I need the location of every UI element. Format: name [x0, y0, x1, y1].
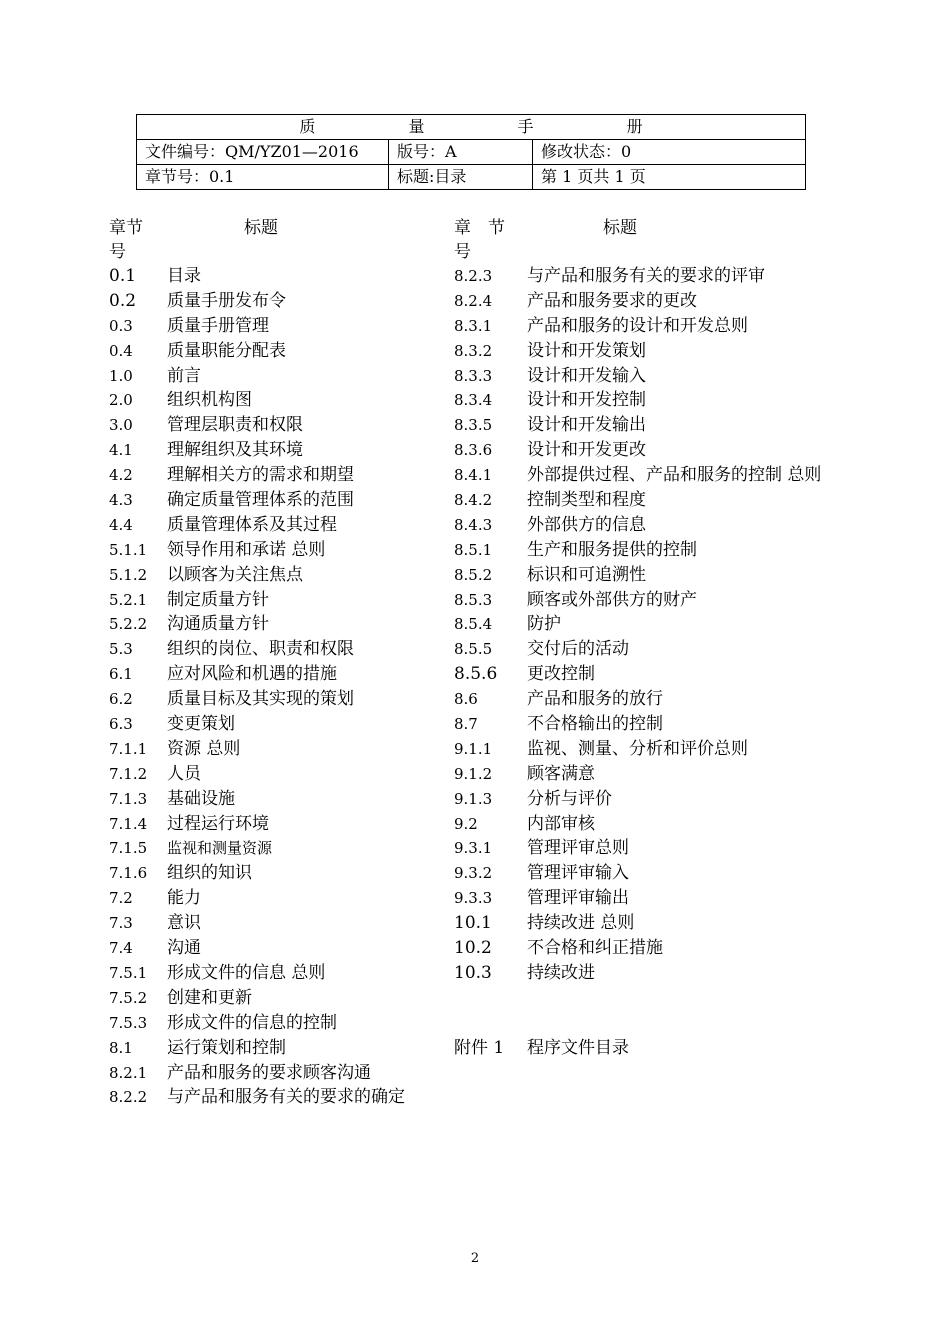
toc-entry-title: 人员 [167, 763, 201, 784]
toc-entry [109, 289, 449, 314]
toc-entry-title: 组织的岗位、职责和权限 [167, 639, 354, 660]
toc-right-list [454, 264, 874, 986]
toc-entry-title: 不合格和纠正措施 [527, 938, 663, 959]
toc-entry [109, 1061, 449, 1086]
toc-entry-title: 目录 [167, 266, 201, 286]
toc-entry-number: 8.3.4 [454, 391, 493, 410]
toc-entry [109, 463, 449, 488]
toc-entry [454, 388, 874, 413]
toc-entry-title: 标识和可追溯性 [527, 564, 646, 585]
toc-entry [454, 513, 874, 538]
toc-entry-number: 9.1.2 [454, 764, 493, 783]
toc-entry-title: 顾客满意 [527, 763, 595, 784]
toc-entry-number: 0.2 [109, 290, 137, 311]
toc-entry [454, 762, 874, 787]
toc-entry-title: 设计和开发输入 [527, 365, 646, 386]
toc-entry-title: 能力 [167, 888, 201, 909]
header-table [136, 114, 806, 190]
appendix-row [454, 1036, 874, 1061]
toc-entry [109, 687, 449, 712]
toc-entry-title: 外部提供过程、产品和服务的控制 总则 [527, 465, 822, 486]
toc-left-column [109, 214, 449, 1110]
toc-entry-title: 设计和开发输出 [527, 415, 646, 436]
toc-entry-title: 管理评审输出 [527, 888, 629, 909]
toc-entry-number: 1.0 [109, 366, 133, 385]
toc-entry [454, 886, 874, 911]
toc-entry-title: 领导作用和承诺 总则 [167, 539, 326, 560]
toc-entry-number: 8.3.6 [454, 441, 493, 460]
toc-entry [109, 438, 449, 463]
toc-entry-number: 5.3 [109, 640, 133, 659]
toc-entry-number: 8.6 [454, 690, 478, 709]
toc-entry [109, 737, 449, 762]
toc-entry [109, 413, 449, 438]
left-num-header: 章节 号 [109, 218, 143, 262]
toc-entry-title: 组织的知识 [167, 863, 252, 884]
toc-entry-number: 7.1.1 [109, 739, 148, 758]
toc-right-column [454, 214, 874, 1061]
toc-entry-title: 管理评审输入 [527, 863, 629, 884]
toc-entry-title: 监视、测量、分析和评价总则 [527, 738, 748, 759]
toc-entry [109, 588, 449, 613]
toc-entry-title: 更改控制 [527, 664, 595, 685]
toc-entry-title: 顾客或外部供方的财产 [527, 589, 697, 610]
toc-entry-number: 8.5.2 [454, 565, 493, 584]
toc-entry-number: 8.7 [454, 715, 478, 734]
toc-entry-title: 组织机构图 [167, 390, 252, 411]
manual-title: 质 量 手 册 [137, 115, 806, 140]
toc-entry [454, 289, 874, 314]
appendix-title: 程序文件目录 [527, 1037, 629, 1058]
toc-entry-title: 过程运行环境 [167, 813, 269, 834]
toc-entry [454, 662, 874, 687]
toc-entry-number: 9.1.1 [454, 739, 493, 758]
toc-entry-title: 质量管理体系及其过程 [167, 514, 337, 535]
toc-entry-title: 形成文件的信息 总则 [167, 962, 326, 983]
toc-entry-title: 内部审核 [527, 813, 595, 834]
toc-entry-title: 设计和开发更改 [527, 440, 646, 461]
toc-entry-number: 7.4 [109, 939, 133, 958]
toc-entry-title: 质量手册管理 [167, 315, 269, 336]
right-num-header: 章 节 号 [454, 218, 505, 262]
toc-entry-number: 7.1.5 [109, 839, 148, 858]
toc-entry-number: 8.3.2 [454, 341, 493, 360]
toc-entry-number: 7.1.4 [109, 814, 148, 833]
toc-entry [109, 538, 449, 563]
toc-entry [109, 314, 449, 339]
toc-entry-number: 9.3.1 [454, 839, 493, 858]
toc-entry-title: 制定质量方针 [167, 589, 269, 610]
page-count: 第 1 页共 1 页 [533, 165, 806, 190]
toc-entry-title: 质量手册发布令 [167, 290, 286, 311]
toc-entry-title: 沟通质量方针 [167, 614, 269, 635]
toc-entry-title: 理解相关方的需求和期望 [167, 465, 354, 486]
toc-entry [109, 662, 449, 687]
toc-entry [454, 836, 874, 861]
toc-entry [454, 687, 874, 712]
toc-entry-number: 8.4.3 [454, 515, 493, 534]
toc-entry-title: 监视和测量资源 [167, 839, 273, 858]
toc-entry-number: 10.2 [454, 938, 492, 959]
toc-entry-title: 质量职能分配表 [167, 340, 286, 361]
toc-entry [109, 836, 449, 861]
toc-entry [454, 463, 874, 488]
toc-entry-number: 6.1 [109, 665, 133, 684]
toc-entry-title: 设计和开发控制 [527, 390, 646, 411]
toc-entry-number: 7.2 [109, 889, 133, 908]
toc-entry-title: 产品和服务的要求顾客沟通 [167, 1062, 371, 1083]
toc-entry-number: 8.5.4 [454, 615, 493, 634]
toc-entry-number: 4.2 [109, 466, 133, 485]
toc-left-header [109, 214, 449, 264]
toc-entry-title: 管理层职责和权限 [167, 415, 303, 436]
toc-entry [454, 861, 874, 886]
toc-entry-number: 10.3 [454, 962, 492, 983]
toc-entry-title: 不合格输出的控制 [527, 714, 663, 735]
toc-entry [109, 986, 449, 1011]
toc-entry-title: 产品和服务的放行 [527, 689, 663, 710]
toc-entry [109, 563, 449, 588]
toc-entry-number: 5.1.1 [109, 540, 148, 559]
toc-entry [454, 413, 874, 438]
toc-entry-title: 确定质量管理体系的范围 [167, 490, 354, 511]
toc-entry [109, 612, 449, 637]
toc-entry [454, 787, 874, 812]
toc-entry-title: 理解组织及其环境 [167, 440, 303, 461]
toc-entry-number: 8.3.5 [454, 416, 493, 435]
toc-entry-number: 0.3 [109, 316, 133, 335]
toc-entry-number: 8.5.1 [454, 540, 493, 559]
toc-entry-title: 控制类型和程度 [527, 490, 646, 511]
toc-entry-number: 5.2.1 [109, 590, 148, 609]
toc-entry [109, 936, 449, 961]
toc-entry-number: 0.1 [109, 266, 137, 286]
toc-entry-title: 资源 总则 [167, 738, 241, 759]
toc-left-list [109, 264, 449, 1110]
toc-entry-number: 8.3.3 [454, 366, 493, 385]
toc-entry-title: 产品和服务的设计和开发总则 [527, 315, 748, 336]
toc-entry-title: 运行策划和控制 [167, 1037, 286, 1058]
chapter-number: 章节号：0.1 [137, 165, 389, 190]
toc-entry-number: 2.0 [109, 391, 133, 410]
subject: 标题:目录 [389, 165, 533, 190]
toc-entry-number: 8.4.1 [454, 466, 493, 485]
toc-entry-number: 8.2.2 [109, 1088, 148, 1107]
toc-entry [454, 339, 874, 364]
toc-entry-number: 4.4 [109, 515, 133, 534]
toc-entry-number: 7.5.3 [109, 1013, 148, 1032]
toc-entry [109, 488, 449, 513]
toc-entry-title: 与产品和服务有关的要求的评审 [527, 266, 765, 286]
toc-entry-title: 质量目标及其实现的策划 [167, 689, 354, 710]
toc-entry-number: 8.5.6 [454, 664, 498, 685]
toc-entry [109, 911, 449, 936]
toc-entry-number: 8.2.4 [454, 291, 493, 310]
toc-entry-number: 5.2.2 [109, 615, 148, 634]
toc-entry [109, 388, 449, 413]
toc-entry-title: 前言 [167, 365, 201, 386]
toc-entry [109, 637, 449, 662]
toc-entry-number: 7.1.3 [109, 789, 148, 808]
toc-right-header [454, 214, 874, 264]
toc-entry-title: 设计和开发策划 [527, 340, 646, 361]
page-number: 2 [470, 1251, 480, 1266]
version: 版号：A [389, 140, 533, 165]
toc-entry [454, 637, 874, 662]
toc-entry [109, 513, 449, 538]
toc-entry-number: 9.3.3 [454, 889, 493, 908]
toc-entry [454, 264, 874, 289]
doc-number: 文件编号：QM/YZ01—2016 [137, 140, 389, 165]
toc-entry [109, 339, 449, 364]
toc-entry-number: 7.3 [109, 914, 133, 933]
toc-entry-number: 5.1.2 [109, 565, 148, 584]
toc-entry-number: 10.1 [454, 913, 492, 934]
toc-entry [454, 961, 874, 986]
toc-entry-title: 与产品和服务有关的要求的确定 [167, 1087, 405, 1108]
toc-entry-number: 8.4.2 [454, 491, 493, 510]
toc-entry [109, 1011, 449, 1036]
toc-entry-number: 7.5.1 [109, 963, 148, 982]
toc-entry-number: 4.1 [109, 441, 133, 460]
toc-entry [109, 712, 449, 737]
toc-entry [109, 1036, 449, 1061]
toc-entry [454, 364, 874, 389]
toc-entry [109, 961, 449, 986]
toc-entry [454, 936, 874, 961]
left-title-header: 标题 [244, 218, 278, 238]
toc-entry [454, 538, 874, 563]
toc-entry-number: 8.2.1 [109, 1063, 148, 1082]
toc-entry-title: 分析与评价 [527, 788, 612, 809]
toc-entry-number: 9.3.2 [454, 864, 493, 883]
toc-entry [109, 264, 449, 289]
toc-entry-title: 应对风险和机遇的措施 [167, 664, 337, 685]
toc-entry [454, 737, 874, 762]
toc-entry [109, 762, 449, 787]
toc-entry-title: 防护 [527, 614, 561, 635]
toc-entry-number: 7.5.2 [109, 988, 148, 1007]
toc-entry-number: 8.1 [109, 1038, 133, 1057]
toc-entry [109, 787, 449, 812]
toc-entry-title: 持续改进 总则 [527, 913, 635, 934]
toc-entry-number: 3.0 [109, 416, 133, 435]
toc-entry [454, 812, 874, 837]
toc-entry-title: 持续改进 [527, 962, 595, 983]
toc-entry [109, 812, 449, 837]
toc-entry [454, 438, 874, 463]
toc-entry [454, 712, 874, 737]
toc-entry [109, 1085, 449, 1110]
toc-entry-number: 7.1.6 [109, 864, 148, 883]
toc-entry-number: 0.4 [109, 341, 133, 360]
toc-entry-number: 8.5.3 [454, 590, 493, 609]
toc-entry [454, 563, 874, 588]
revision-status: 修改状态：0 [533, 140, 806, 165]
toc-entry-number: 6.3 [109, 715, 133, 734]
toc-entry-number: 8.2.3 [454, 267, 493, 285]
toc-entry-title: 意识 [167, 913, 201, 934]
toc-entry [109, 886, 449, 911]
toc-entry-number: 8.5.5 [454, 640, 493, 659]
toc-entry-title: 基础设施 [167, 788, 235, 809]
toc-entry-number: 7.1.2 [109, 764, 148, 783]
toc-entry-number: 9.1.3 [454, 789, 493, 808]
toc-entry [454, 314, 874, 339]
toc-entry-title: 变更策划 [167, 714, 235, 735]
toc-entry-title: 交付后的活动 [527, 639, 629, 660]
toc-entry [109, 364, 449, 389]
toc-entry-number: 8.3.1 [454, 316, 493, 335]
toc-entry [109, 861, 449, 886]
appendix-num: 附件 1 [454, 1037, 505, 1058]
toc-entry-title: 创建和更新 [167, 987, 252, 1008]
toc-entry-title: 产品和服务要求的更改 [527, 290, 697, 311]
toc-entry [454, 911, 874, 936]
right-title-header: 标题 [603, 218, 637, 238]
toc-entry-title: 形成文件的信息的控制 [167, 1012, 337, 1033]
toc-entry-number: 6.2 [109, 690, 133, 709]
toc-entry-title: 外部供方的信息 [527, 514, 646, 535]
toc-entry [454, 588, 874, 613]
toc-entry-title: 生产和服务提供的控制 [527, 539, 697, 560]
toc-entry [454, 612, 874, 637]
toc-entry [454, 488, 874, 513]
toc-entry-number: 9.2 [454, 814, 478, 833]
toc-entry-title: 管理评审总则 [527, 838, 629, 859]
toc-entry-title: 以顾客为关注焦点 [167, 564, 303, 585]
toc-entry-title: 沟通 [167, 938, 201, 959]
toc-entry-number: 4.3 [109, 491, 133, 510]
